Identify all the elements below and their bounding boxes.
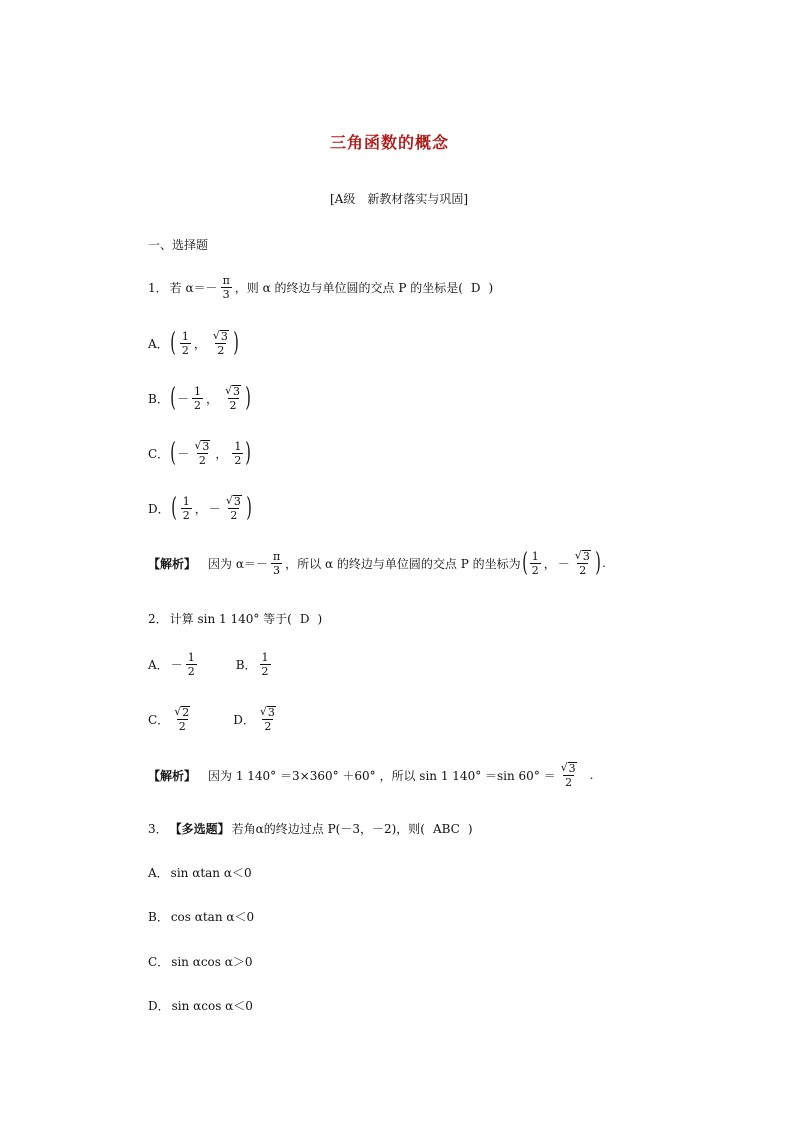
analysis-text: 因为 1 140° ＝3×360° ＋60° ，所以 sin 1 140° ＝sin 60° ＝ bbox=[208, 768, 556, 783]
analysis-1: 【解析】 因为 α＝－ $\frac{\pi}{3}$ ，所以 α 的终边与单位圆的交点 P 的坐标为 ( $\frac{1}{2}$ ， － √ 3 2 ) . bbox=[148, 548, 606, 578]
answer: ABC bbox=[432, 821, 460, 836]
fraction: $\frac{1}{2}$ bbox=[234, 439, 242, 467]
close-paren: ) bbox=[467, 821, 473, 836]
analysis-text: ，所以 α 的终边与单位圆的交点 P 的坐标为 bbox=[285, 556, 521, 571]
answer: D bbox=[470, 280, 481, 295]
fraction: √ 3 2 bbox=[574, 549, 590, 577]
fraction: √ 3 2 bbox=[225, 494, 241, 522]
option-text: cos αtan α＜0 bbox=[170, 910, 255, 924]
option-label: D． bbox=[148, 501, 170, 516]
fraction: $\frac{1}{2}$ bbox=[187, 651, 195, 678]
analysis-text: 因为 α＝－ bbox=[208, 556, 268, 571]
analysis-tag: 【解析】 bbox=[148, 768, 197, 783]
option-text: sin αtan α＜0 bbox=[170, 866, 252, 880]
answer: D bbox=[299, 611, 310, 626]
fraction: $\frac{1}{2}$ bbox=[194, 384, 201, 412]
question-3 bbox=[148, 820, 473, 837]
option-label: C． bbox=[148, 712, 170, 727]
page-title: 三角函数的概念 bbox=[330, 133, 450, 152]
question-text: 若 α＝－ bbox=[169, 281, 218, 295]
level-subtitle: [A级 新教材落实与巩固] bbox=[330, 192, 469, 206]
option-d: D． ( $\frac{1}{2}$ ， － √ 3 2 ) bbox=[148, 493, 252, 523]
option-b: B． ( － $\frac{1}{2}$ ， √ 3 2 ) bbox=[148, 383, 251, 413]
question-number: 2． bbox=[148, 612, 168, 626]
analysis-tag: 【解析】 bbox=[148, 556, 197, 571]
question-text: 计算 sin 1 140° 等于( bbox=[169, 612, 292, 626]
fraction: $\frac{1}{2}$ bbox=[181, 329, 189, 357]
fraction: $\frac{\pi}{3}$ bbox=[272, 549, 281, 577]
option-a: A． ( $\frac{1}{2}$ ， √ 3 2 ) bbox=[148, 328, 239, 358]
multi-choice-tag: 【多选题】 bbox=[169, 822, 230, 836]
question-text: ，则 α 的终边与单位圆的交点 P 的坐标是( bbox=[234, 281, 463, 295]
question-number: 3． bbox=[148, 822, 168, 836]
option-label: D． bbox=[233, 712, 255, 727]
section-heading: 一、选择题 bbox=[148, 238, 209, 252]
option-b bbox=[148, 908, 254, 925]
fraction: $\frac{1}{2}$ bbox=[531, 549, 539, 577]
option-label: D． bbox=[148, 999, 170, 1013]
option-text: sin αcos α＞0 bbox=[171, 955, 253, 969]
option-label: A． bbox=[148, 658, 169, 672]
fraction: √ 2 2 bbox=[174, 705, 190, 733]
question-1 bbox=[148, 275, 493, 300]
option-c bbox=[148, 953, 253, 970]
option-label: B． bbox=[235, 658, 257, 672]
q2-options-ab: A． － $\frac{1}{2}$ B． $\frac{1}{2}$ bbox=[148, 651, 269, 678]
fraction: $\frac{1}{2}$ bbox=[182, 494, 190, 522]
fraction: $\frac{1}{2}$ bbox=[261, 651, 269, 678]
analysis-2: 【解析】 因为 1 140° ＝3×360° ＋60° ，所以 sin 1 140° ＝sin 60° ＝ √ 3 2 . bbox=[148, 761, 594, 789]
option-label: C． bbox=[148, 955, 170, 969]
fraction: √ 3 2 bbox=[194, 439, 210, 467]
option-label: A． bbox=[148, 336, 169, 351]
question-text: 若角α的终边过点 P(－3，－2)，则( bbox=[231, 822, 425, 836]
option-a bbox=[148, 864, 252, 881]
fraction: $\frac{\pi}{3}$ bbox=[222, 274, 230, 301]
option-label: B． bbox=[148, 910, 169, 924]
option-text: sin αcos α＜0 bbox=[171, 999, 253, 1013]
option-d bbox=[148, 997, 253, 1014]
option-label: A． bbox=[148, 866, 169, 880]
fraction: √ 3 2 bbox=[259, 705, 275, 733]
fraction: √ 3 2 bbox=[225, 384, 241, 412]
close-paren: ) bbox=[317, 611, 323, 626]
option-label: B． bbox=[148, 391, 169, 406]
close-paren: ) bbox=[488, 280, 494, 295]
question-number: 1． bbox=[148, 281, 168, 295]
fraction: √ 3 2 bbox=[560, 761, 576, 789]
option-label: C． bbox=[148, 446, 170, 461]
question-2 bbox=[148, 610, 322, 627]
option-c: C． ( － √ 3 2 ， $\frac{1}{2}$ ) bbox=[148, 438, 252, 468]
q2-options-cd bbox=[148, 706, 279, 732]
fraction: √ 3 2 bbox=[212, 329, 228, 357]
